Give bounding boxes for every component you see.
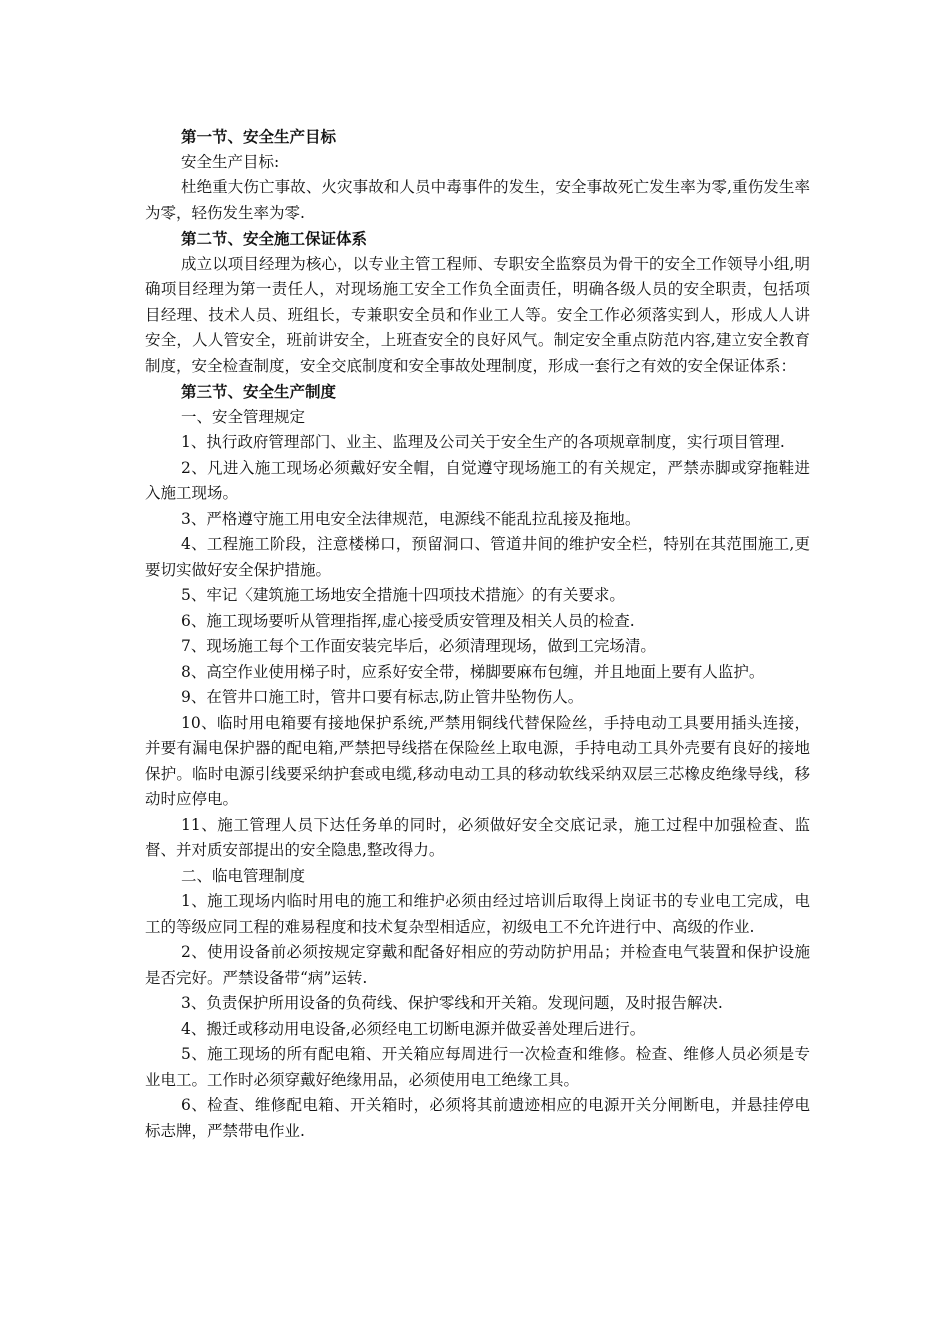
section-heading-3: 第三节、安全生产制度 xyxy=(181,382,337,401)
list-item: 2、凡进入施工现场必须戴好安全帽，自觉遵守现场施工的有关规定，严禁赤脚或穿拖鞋进入施工现场。 xyxy=(145,458,810,502)
list-item: 4、搬迁或移动用电设备,必须经电工切断电源并做妥善处理后进行。 xyxy=(181,1019,646,1038)
list-item: 1、施工现场内临时用电的施工和维护必须由经过培训后取得上岗证书的专业电工完成，电工的等级应同工程的难易程度和技术复杂型相适应，初级电工不允许进行中、高级的作业. xyxy=(145,892,810,936)
section-heading-2: 第二节、安全施工保证体系 xyxy=(181,229,368,248)
list-item: 9、在管井口施工时，管井口要有标志,防止管井坠物伤人。 xyxy=(181,688,584,706)
paragraph: 成立以项目经理为核心，以专业主管工程师、专职安全监察员为骨干的安全工作领导小组,明确项目经理为第一责任人，对现场施工安全工作负全面责任，明确各级人员的安全职责，包括项目经理、技术人员、班组长，专兼职安全员和作业工人等。安全工作必须落实到人，形成人人讲安全，人人管安全，班前讲安全，上班查安全的良好风气。制定安全重点防范内容,建立安全教育制度，安全检查制度，安全交底制度和安全事故处理制度，形成一套行之有效的安全保证体系： xyxy=(145,254,810,375)
list-item: 6、施工现场要听从管理指挥,虚心接受质安管理及相关人员的检查. xyxy=(181,611,635,630)
list-item: 3、严格遵守施工用电安全法律规范，电源线不能乱拉乱接及拖地。 xyxy=(181,509,641,528)
list-item: 3、负责保护所用设备的负荷线、保护零线和开关箱。发现问题，及时报告解决. xyxy=(181,994,723,1012)
list-item: 5、施工现场的所有配电箱、开关箱应每周进行一次检查和维修。检查、维修人员必须是专业电工。工作时必须穿戴好绝缘用品，必须使用电工绝缘工具。 xyxy=(145,1045,810,1089)
list-item: 4、工程施工阶段，注意楼梯口，预留洞口、管道井间的维护安全栏，特别在其范围施工,更要切实做好安全保护措施。 xyxy=(145,535,810,579)
paragraph: 安全生产目标: xyxy=(181,152,280,171)
list-item: 5、牢记〈建筑施工场地安全措施十四项技术措施〉的有关要求。 xyxy=(181,586,625,604)
subsection-heading: 一、安全管理规定 xyxy=(181,407,306,426)
paragraph: 杜绝重大伤亡事故、火灾事故和人员中毒事件的发生，安全事故死亡发生率为零,重伤发生率为零，轻伤发生率为零. xyxy=(145,178,810,222)
document-body xyxy=(145,124,810,1144)
list-item: 6、检查、维修配电箱、开关箱时，必须将其前遗迹相应的电源开关分闸断电，并悬挂停电标志牌，严禁带电作业. xyxy=(145,1096,810,1140)
list-item: 7、现场施工每个工作面安装完毕后，必须清理现场，做到工完场清。 xyxy=(181,637,656,655)
list-item: 11、施工管理人员下达任务单的同时，必须做好安全交底记录，施工过程中加强检查、监督、并对质安部提出的安全隐患,整改得力。 xyxy=(145,815,810,859)
list-item: 8、高空作业使用梯子时，应系好安全带，梯脚要麻布包缠，并且地面上要有人监护。 xyxy=(181,662,765,681)
list-item: 10、临时用电箱要有接地保护系统,严禁用铜线代替保险丝，手持电动工具要用插头连接，并要有漏电保护器的配电箱,严禁把导线搭在保险丝上取电源，手持电动工具外壳要有良好的接地保护。临时电源引线要采纳护套或电缆,移动电动工具的移动软线采纳双层三芯橡皮绝缘导线，移动时应停电。 xyxy=(145,713,810,808)
subsection-heading: 二、临电管理制度 xyxy=(181,866,306,885)
section-heading-1: 第一节、安全生产目标 xyxy=(181,127,337,146)
list-item: 2、使用设备前必须按规定穿戴和配备好相应的劳动防护用品；并检查电气装置和保护设施是否完好。严禁设备带“病”运转. xyxy=(145,943,810,987)
list-item: 1、执行政府管理部门、业主、监理及公司关于安全生产的各项规章制度，实行项目管理. xyxy=(181,433,785,451)
